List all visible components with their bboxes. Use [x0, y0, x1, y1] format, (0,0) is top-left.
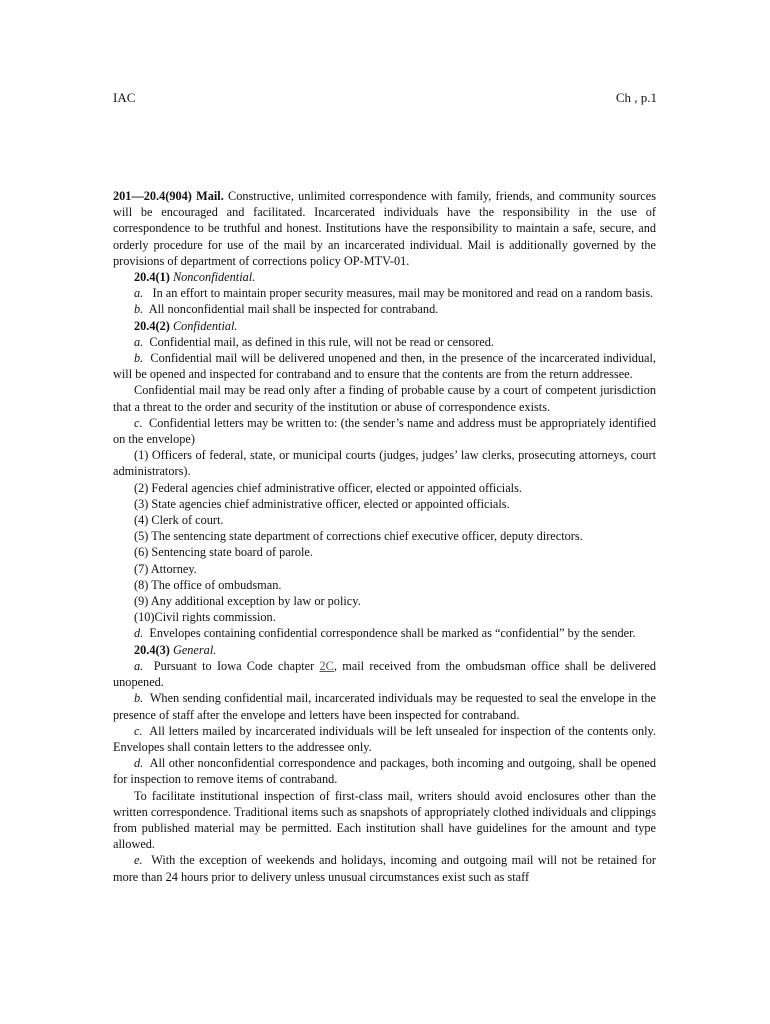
subrule-1-a: a. In an effort to maintain proper security measures, mail may be monitored and read on a random basis.: [134, 286, 654, 301]
list-item: (6) Sentencing state board of parole.: [134, 545, 313, 560]
subrule-2-d: d. Envelopes containing confidential correspondence shall be marked as “confidential” by the sender.: [134, 626, 636, 641]
list-item: (8) The office of ombudsman.: [134, 577, 282, 592]
document-body: [113, 188, 656, 885]
subrule-2-a: a. Confidential mail, as defined in this rule, will not be read or censored.: [134, 334, 494, 349]
subrule-2-heading: 20.4(2) Confidential.: [134, 318, 238, 333]
subrule-2-c: c. Confidential letters may be written to: (the sender’s name and address must be appropriately identified on the envelope): [113, 415, 656, 447]
subrule-2-b: b. Confidential mail will be delivered unopened and then, in the presence of the incarcerated individual, will be opened and inspected for contraband and to ensure that the contents are from the return addressee.: [113, 351, 657, 382]
subrule-2-paragraph: Confidential mail may be read only after a finding of probable cause by a court of competent jurisdiction that a threat to the order and security of the institution or abuse of correspondence exists.: [113, 383, 656, 414]
rule-number: 201—20.4(904) Mail.: [113, 189, 224, 203]
subrule-3-d: d. All other nonconfidential correspondence and packages, both incoming and outgoing, shall be opened for inspection to remove items of contraband.: [113, 756, 656, 787]
subrule-3-paragraph: To facilitate institutional inspection of first-class mail, writers should avoid enclosures other than the written correspondence. Traditional items such as snapshots of appropriately clothed individuals and clippings from published material may be permitted. Each institution shall have guidelines for the amount and type allowed.: [113, 788, 656, 852]
list-item: (10)Civil rights commission.: [134, 610, 276, 625]
subrule-3-c: c. All letters mailed by incarcerated individuals will be left unsealed for inspection of the contents only. Envelopes shall contain letters to the addressee only.: [113, 723, 656, 754]
list-item: (9) Any additional exception by law or policy.: [134, 594, 361, 609]
header-left: IAC: [113, 90, 136, 105]
list-item: (5) The sentencing state department of corrections chief executive officer, deputy directors.: [134, 529, 583, 544]
rule-paragraph: [113, 188, 656, 269]
header-right: Ch , p.1: [615, 90, 657, 105]
subrule-3-a: a. Pursuant to Iowa Code chapter 2C, mail received from the ombudsman office shall be delivered unopened.: [113, 658, 657, 690]
list-item: (7) Attorney.: [134, 561, 197, 576]
list-item: (3) State agencies chief administrative officer, elected or appointed officials.: [134, 496, 510, 511]
list-item: (4) Clerk of court.: [134, 513, 224, 528]
iowa-code-2c-link[interactable]: 2C: [319, 658, 334, 673]
subrule-3-e: e. With the exception of weekends and holidays, incoming and outgoing mail will not be retained for more than 24 hours prior to delivery unless unusual circumstances exist such as staff: [113, 853, 656, 884]
list-item: (1) Officers of federal, state, or municipal courts (judges, judges’ law clerks, prosecuting attorneys, court administrators).: [113, 448, 657, 479]
rule-text: Constructive, unlimited correspondence with family, friends, and community sources will be encouraged and facilitated. Incarcerated individuals have the responsibility in the use of correspondence to be truthful and honest. Institutions have the responsibility to maintain a safe, secure, and orderly procedure for use of the mail by an incarcerated individual. Mail is additionally governed by the provisions of department of corrections policy OP-MTV-01.: [113, 189, 657, 268]
subrule-3-b: b. When sending confidential mail, incarcerated individuals may be requested to seal the envelope in the presence of staff after the envelope and letters have been inspected for contraband.: [113, 691, 656, 722]
subrule-1-b: b. All nonconfidential mail shall be inspected for contraband.: [134, 302, 439, 317]
subrule-1-heading: 20.4(1) Nonconfidential.: [134, 270, 256, 285]
list-item: (2) Federal agencies chief administrative officer, elected or appointed officials.: [134, 480, 522, 495]
subrule-3-heading: 20.4(3) General.: [134, 642, 217, 657]
page-header: [113, 90, 657, 106]
